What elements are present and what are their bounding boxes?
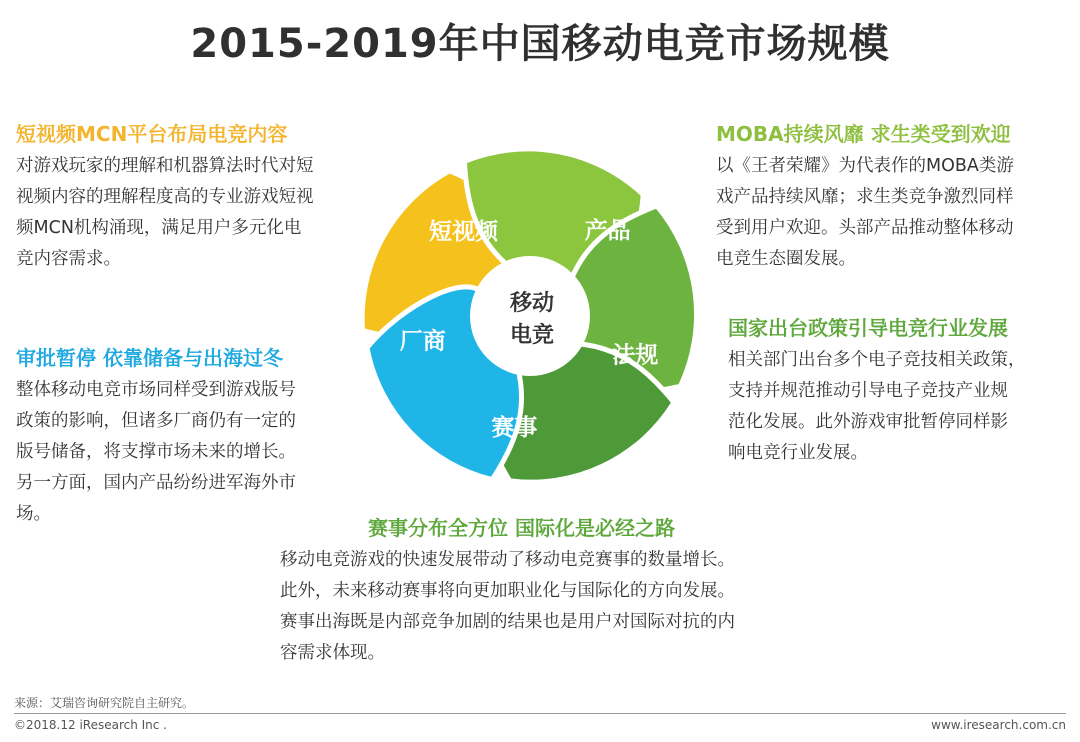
section-body <box>16 151 361 275</box>
section-heading: 审批暂停 依靠储备与出海过冬 <box>16 346 283 370</box>
center-label: 移动 <box>509 291 555 316</box>
body-line: 移动电竞游戏的快速发展带动了移动电竞赛事的数量增长。 <box>280 550 735 570</box>
body-line: 戏产品持续风靡；求生类竞争激烈同样 <box>716 187 1014 207</box>
body-line: 竞内容需求。 <box>16 249 121 269</box>
source-note: 来源：艾瑞咨询研究院自主研究。 <box>14 696 195 710</box>
body-line: 范化发展。此外游戏审批暂停同样影 <box>728 412 1008 432</box>
section-policy <box>728 314 1068 469</box>
body-line: 对游戏玩家的理解和机器算法时代对短 <box>16 156 314 176</box>
section-heading: MOBA持续风靡 求生类受到欢迎 <box>716 122 1011 146</box>
center-disc <box>470 256 590 376</box>
body-line: 受到用户欢迎。头部产品推动整体移动 <box>716 218 1014 238</box>
body-line: 赛事出海既是内部竞争加剧的结果也是用户对国际对抗的内 <box>280 612 735 632</box>
body-line: 以《王者荣耀》为代表作的MOBA类游 <box>716 156 1014 176</box>
footer-divider <box>14 713 1066 714</box>
body-line: 整体移动电竞市场同样受到游戏版号 <box>16 380 296 400</box>
section-short-video <box>16 120 361 275</box>
body-line: 此外，未来移动赛事将向更加职业化与国际化的方向发展。 <box>280 581 735 601</box>
body-line: 响电竞行业发展。 <box>728 443 868 463</box>
pinwheel-diagram <box>350 136 710 496</box>
body-line: 频MCN机构涌现，满足用户多元化电 <box>16 218 302 238</box>
body-line: 电竞生态圈发展。 <box>716 249 856 269</box>
section-approval <box>16 344 356 530</box>
petal-label: 法规 <box>612 342 659 369</box>
section-moba <box>716 120 1061 275</box>
section-body <box>16 375 356 530</box>
section-heading: 短视频MCN平台布局电竞内容 <box>16 122 288 146</box>
section-body <box>728 345 1068 469</box>
petal-label: 短视频 <box>429 218 498 245</box>
pinwheel-svg <box>350 136 710 496</box>
petal-label: 产品 <box>584 217 631 244</box>
section-body <box>280 545 820 669</box>
body-line: 支持并规范推动引导电子竞技产业规 <box>728 381 1008 401</box>
body-line: 政策的影响，但诸多厂商仍有一定的 <box>16 411 296 431</box>
section-heading: 国家出台政策引导电竞行业发展 <box>728 316 1008 340</box>
petal-label: 厂商 <box>399 328 446 355</box>
body-line: 场。 <box>16 504 51 524</box>
center-label: 电竞 <box>509 323 555 348</box>
body-line: 视频内容的理解程度高的专业游戏短视 <box>16 187 314 207</box>
section-heading: 赛事分布全方位 国际化是必经之路 <box>368 516 675 540</box>
body-line: 另一方面，国内产品纷纷进军海外市 <box>16 473 296 493</box>
copyright: ©2018.12 iResearch Inc . <box>14 718 167 732</box>
website-url: www.iresearch.com.cn <box>931 718 1066 732</box>
body-line: 版号储备，将支撑市场未来的增长。 <box>16 442 296 462</box>
section-events <box>280 514 820 669</box>
section-body <box>716 151 1061 275</box>
body-line: 相关部门出台多个电子竞技相关政策， <box>728 350 1026 370</box>
page-title: 2015-2019年中国移动电竞市场规模 <box>190 21 890 67</box>
petal-label: 赛事 <box>491 414 538 441</box>
body-line: 容需求体现。 <box>280 643 385 663</box>
